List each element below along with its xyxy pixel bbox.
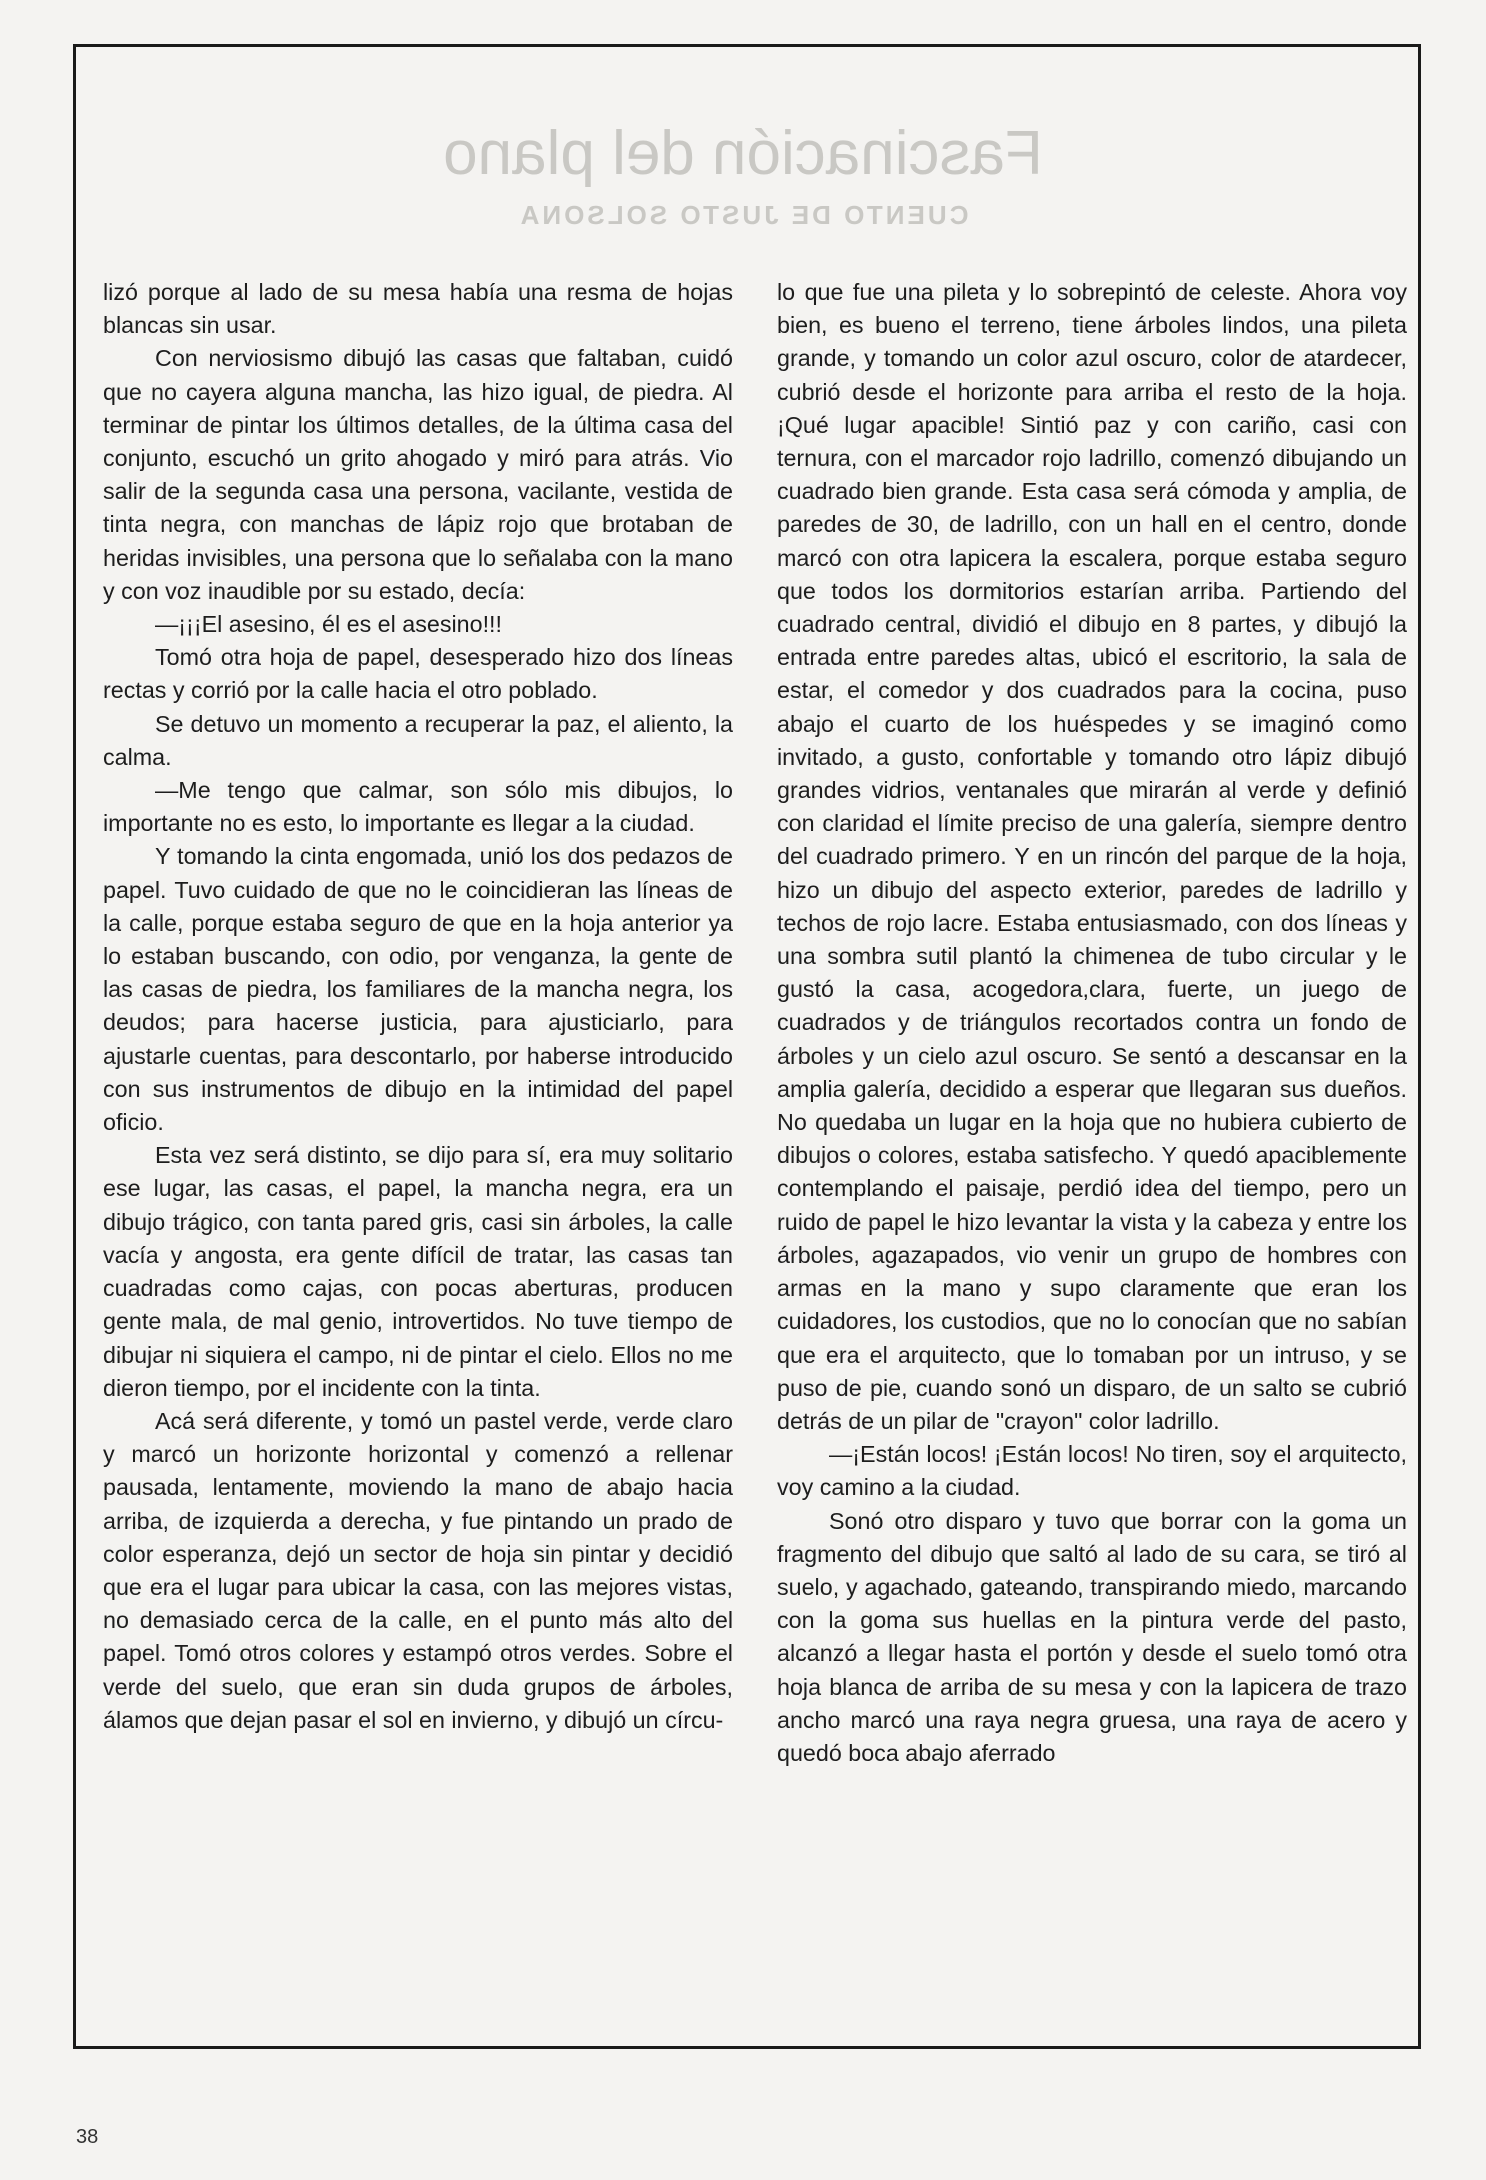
paragraph: —¡Están locos! ¡Están locos! No tiren, soy el arquitecto, voy camino a la ciudad. <box>777 1441 1407 1501</box>
paragraph: lo que fue una pileta y lo sobrepintó de celeste. Ahora voy bien, es bueno el terreno, tiene árboles lindos, una pileta grande, y tomando un color azul oscuro, color de atardecer, cubrió desde el horizonte para arriba el resto de la hoja. ¡Qué lugar apacible! Sintió paz y con cariño, casi con ternura, con el marcador rojo ladrillo, comenzó dibujando un cuadrado bien grande. Esta casa será cómoda y amplia, de paredes de 30, de ladrillo, con un hall en el centro, donde marcó con otra lapicera la escalera, porque estaba seguro que todos los dormitorios estarían arriba. Partiendo del cuadrado central, dividió el dibujo en 8 partes, y dibujó la entrada entre paredes altas, ubicó el escritorio, la sala de estar, el comedor y dos cuadrados para la cocina, puso abajo el cuarto de los huéspedes y se imaginó como invitado, a gusto, confortable y tomando otro lápiz dibujó grandes vidrios, ventanales que mirarán al verde y definió con claridad el límite preciso de una galería, siempre dentro del cuadrado primero. Y en un rincón del parque de la hoja, hizo un dibujo del aspecto exterior, paredes de ladrillo y techos de rojo lacre. Estaba entusiasmado, con dos líneas y una sombra sutil plantó la chimenea de tubo circular y le gustó la casa, acogedora,clara, fuerte, un juego de cuadrados y de triángulos recortados contra un fondo de árboles y un cielo azul oscuro. Se sentó a descansar en la amplia galería, decidido a esperar que llegaran sus dueños. No quedaba un lugar en la hoja que no hubiera cubierto de dibujos o colores, estaba satisfecho. Y quedó apaciblemente contemplando el paisaje, perdió idea del tiempo, pero un ruido de papel le hizo levantar la vista y la cabeza y entre los árboles, agazapados, vio venir un grupo de hombres con armas en la mano y supo claramente que eran los cuidadores, los custodios, que no lo conocían que no sabían que era el arquitecto, que lo tomaban por un intruso, y se puso de pie, cuando sonó un disparo, de un salto se cubrió detrás de un pilar de "crayon" color ladrillo. <box>777 279 1407 1434</box>
paragraph: —¡¡¡El asesino, él es el asesino!!! <box>155 611 503 638</box>
text-columns <box>103 276 1407 2036</box>
bleed-through-subtitle: CUENTO DE JUSTO SOLSONA <box>517 200 969 230</box>
column-right <box>777 276 1407 2036</box>
bleed-through-title: Fascinación del plano <box>443 119 1043 188</box>
column-left <box>103 276 733 2036</box>
paragraph: Con nerviosismo dibujó las casas que faltaban, cuidó que no cayera alguna mancha, las hizo igual, de piedra. Al terminar de pintar los últimos detalles, de la última casa del conjunto, escuchó un grito ahogado y miró para atrás. Vio salir de la segunda casa una persona, vacilante, vestida de tinta negra, con manchas de lápiz rojo que brotaban de heridas invisibles, una persona que lo señalaba con la mano y con voz inaudible por su estado, decía: <box>103 345 733 604</box>
page-number: 38 <box>76 2126 99 2148</box>
paragraph: Acá será diferente, y tomó un pastel verde, verde claro y marcó un horizonte horizontal y comenzó a rellenar pausada, lentamente, moviendo la mano de abajo hacia arriba, de izquierda a derecha, y fue pintando un prado de color esperanza, dejó un sector de hoja sin pintar y decidió que era el lugar para ubicar la casa, con las mejores vistas, no demasiado cerca de la calle, en el punto más alto del papel. Tomó otros colores y estampó otros verdes. Sobre el verde del suelo, que eran sin duda grupos de árboles, álamos que dejan pasar el sol en invierno, y dibujó un círcu- <box>103 1407 733 1733</box>
paragraph: Sonó otro disparo y tuvo que borrar con la goma un fragmento del dibujo que saltó al lado de su cara, se tiró al suelo, y agachado, gateando, transpirando miedo, marcando con la goma sus huellas en la pintura verde del pasto, alcanzó a llegar hasta el portón y desde el suelo tomó otra hoja blanca de arriba de su mesa y con la lapicera de trazo ancho marcó una raya negra gruesa, una raya de acero y quedó boca abajo aferrado <box>777 1507 1407 1766</box>
paragraph: Se detuvo un momento a recuperar la paz, el aliento, la calma. <box>103 710 733 770</box>
paragraph: Esta vez será distinto, se dijo para sí, era muy solitario ese lugar, las casas, el papel, la mancha negra, era un dibujo trágico, con tanta pared gris, casi sin árboles, la calle vacía y angosta, era gente difícil de tratar, las casas tan cuadradas como cajas, con pocas aberturas, producen gente mala, de mal genio, introvertidos. No tuve tiempo de dibujar ni siquiera el campo, ni de pintar el cielo. Ellos no me dieron tiempo, por el incidente con la tinta. <box>103 1142 733 1401</box>
paragraph: Y tomando la cinta engomada, unió los dos pedazos de papel. Tuvo cuidado de que no le coincidieran las líneas de la calle, porque estaba seguro de que en la hoja anterior ya lo estaban buscando, con odio, por venganza, la gente de las casas de piedra, los familiares de la mancha negra, los deudos; para hacerse justicia, para ajusticiarlo, para ajustarle cuentas, para descontarlo, por haberse introducido con sus instrumentos de dibujo en la intimidad del papel oficio. <box>103 843 733 1136</box>
paragraph: —Me tengo que calmar, son sólo mis dibujos, lo importante no es esto, lo importante es llegar a la ciudad. <box>103 777 733 837</box>
paragraph: lizó porque al lado de su mesa había una resma de hojas blancas sin usar. <box>103 279 733 339</box>
paragraph: Tomó otra hoja de papel, desesperado hizo dos líneas rectas y corrió por la calle hacia el otro poblado. <box>103 644 733 704</box>
